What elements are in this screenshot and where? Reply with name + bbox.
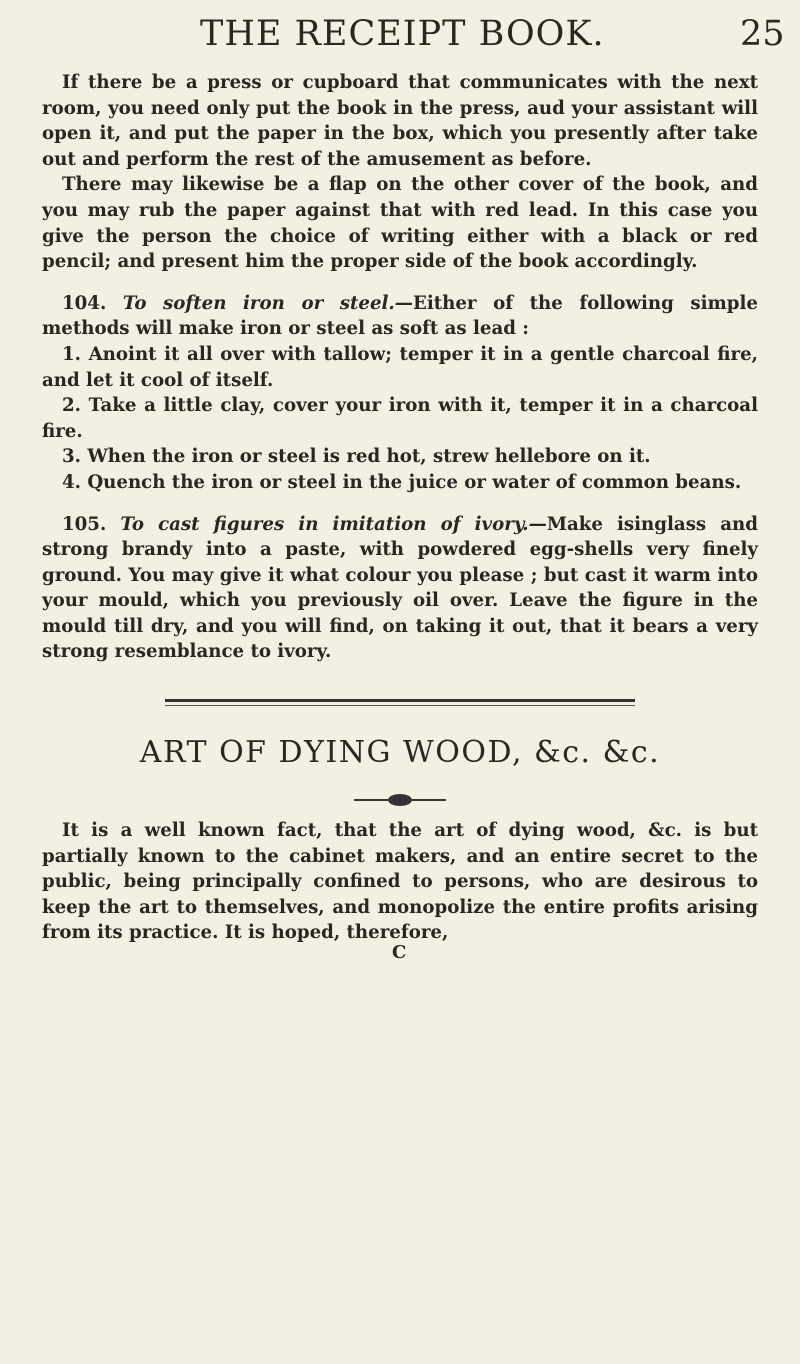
section-body-block xyxy=(42,818,758,946)
section-heading: ART OF DYING WOOD, &c. &c. xyxy=(139,735,661,770)
paragraph-press-cupboard: If there be a press or cupboard that communicates with the next room, you need only put the book in the press, aud your assistant will open it, and put the paper in the box, which you presently after take out and perform the rest of the amusement as before. xyxy=(42,72,758,170)
recipe-104-title: To soften iron or steel. xyxy=(122,292,395,314)
paragraph-flap-cover: There may likewise be a flap on the other cover of the book, and you may rub the paper against that with red lead. In this case you give the person the choice of writing either with a black or red pencil; and present him the proper side of the book accordingly. xyxy=(42,174,758,273)
running-title: THE RECEIPT BOOK. xyxy=(200,14,605,54)
recipe-104-intro: —Either of the following simple methods will make iron or steel as soft as lead : xyxy=(42,292,758,340)
running-head xyxy=(0,14,800,62)
recipe-104-step-3: 3. When the iron or steel is red hot, strew hellebore on it. xyxy=(62,446,651,468)
recipe-104 xyxy=(42,291,758,342)
page-number: 25 xyxy=(740,14,785,54)
recipe-104-step-1: 1. Anoint it all over with tallow; temper it in a gentle charcoal fire, and let it cool of itself. xyxy=(42,343,758,391)
signature-mark: C xyxy=(392,942,407,963)
recipe-105-title: To cast figures in imitation of ivory. xyxy=(120,513,529,535)
body-text xyxy=(42,70,758,665)
recipe-105-body: —Make isinglass and strong brandy into a paste, with powdered egg-shells very finely ground. You may give it what colour you please ; but cast it warm into your mould, which you previously oil over. Leave the figure in the mould till dry, and you will find, on taking it out, that it bears a very strong resemblance to ivory. xyxy=(42,513,758,663)
ornament-icon xyxy=(352,792,448,808)
recipe-104-number: 104. xyxy=(62,292,107,314)
recipe-105-number: 105. xyxy=(62,513,107,535)
recipe-104-step-2: 2. Take a little clay, cover your iron with it, temper it in a charcoal fire. xyxy=(42,395,758,442)
section-body: It is a well known fact, that the art of dying wood, &c. is but partially known to the cabinet makers, and an entire secret to the public, being principally confined to persons, who are desirous to keep the art to themselves, and monopolize the entire profits arising from its practice. It is hoped, therefore, xyxy=(42,820,758,944)
recipe-105 xyxy=(42,512,758,666)
section-divider-thin xyxy=(165,705,635,706)
recipe-104-step-4: 4. Quench the iron or steel in the juice or water of common beans. xyxy=(62,471,742,493)
section-divider-thick xyxy=(165,699,635,702)
